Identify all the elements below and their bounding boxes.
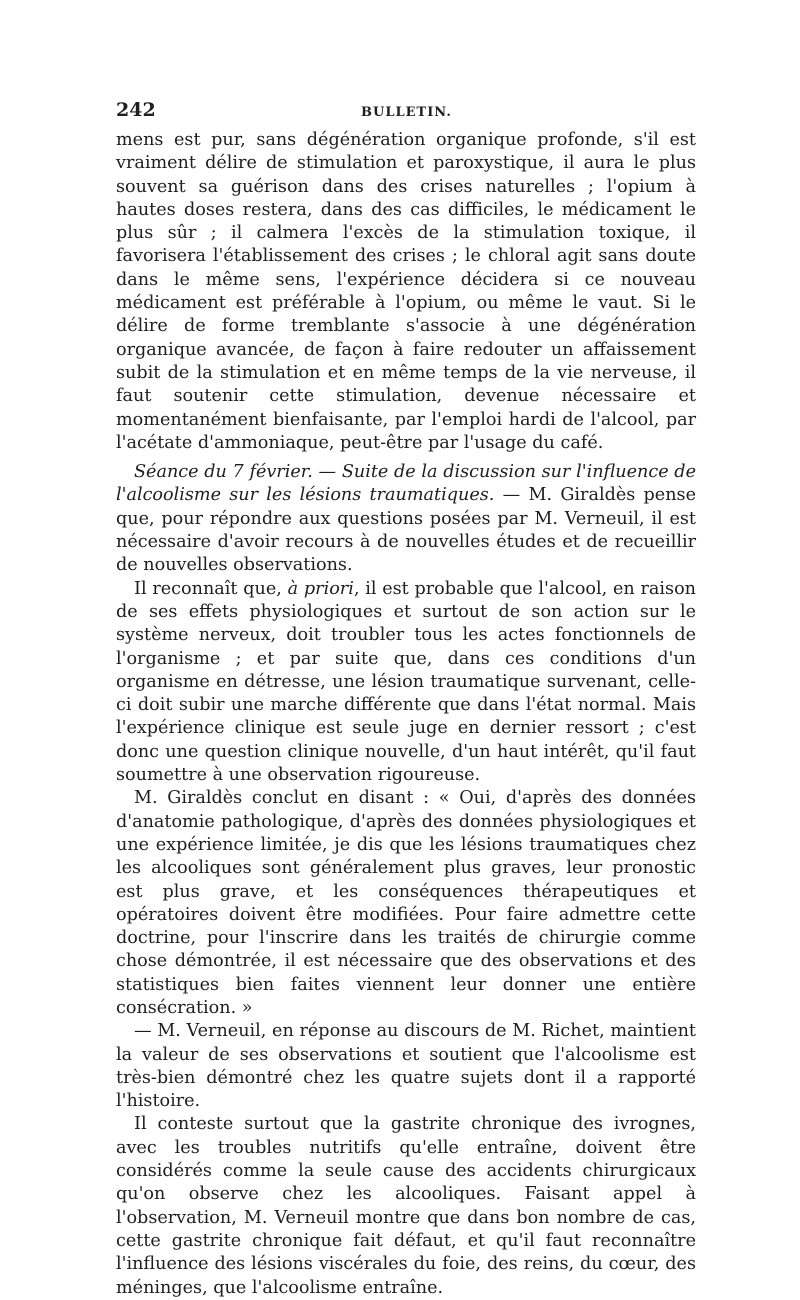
- book-page: [100, 85, 710, 1298]
- paragraph-text: — M. Verneuil, en réponse au discours de M. Richet, maintient la valeur de ses observations et soutient que l'alcoolisme est très-bien démontré chez les quatre sujets dont il a rapporté l'histoire.: [116, 1021, 696, 1112]
- paragraph-session: [116, 461, 696, 577]
- paragraph-text: mens est pur, sans dégénération organique profonde, s'il est vraiment délire de stimulation et paroxystique, il aura le plus souvent sa guérison dans des crises naturelles ; l'opium à hautes doses restera, dans des cas difficiles, le médicament le plus sûr ; il calmera l'excès de la stimulation toxique, il favorisera l'établissement des crises ; le chloral agit sans doute dans le même sens, l'expérience décidera si ce nouveau médicament est préférable à l'opium, ou même le vaut. Si le délire de forme tremblante s'associe à une dégénération organique avancée, de façon à faire redouter un affaissement subit de la stimulation et en même temps de la vie nerveuse, il faut soutenir cette stimulation, devenue nécessaire et momentanément bienfaisante, par l'emploi hardi de l'alcool, par l'acétate d'ammoniaque, peut-être par l'usage du café.: [116, 130, 696, 453]
- page-header: [116, 99, 696, 129]
- paragraph-text: M. Giraldès conclut en disant : « Oui, d'après des données d'anatomie pathologique, d'après des données physiologiques et une expérience limitée, je dis que les lésions traumatiques chez les alcooliques sont généralement plus graves, leur pronostic est plus grave, et les conséquences thérapeutiques et opératoires doivent être modifiées. Pour faire admettre cette doctrine, pour l'inscrire dans les traités de chirurgie comme chose démontrée, il est nécessaire que des observations et des statistiques bien faites viennent leur donner une entière consécration. »: [116, 788, 696, 1018]
- paragraph-verneuil-reply: [116, 1020, 696, 1113]
- page-number: 242: [116, 99, 156, 121]
- body-text: [116, 129, 696, 1300]
- session-heading: Séance du 7 février. — Suite de la discussion sur l'influence de l'alcoolisme sur les lésions traumatiques.: [116, 462, 696, 506]
- paragraph-continuation: [116, 129, 696, 455]
- paragraph-conclusion: [116, 787, 696, 1020]
- paragraph-text: — M. Giraldès pense que, pour répondre aux questions posées par M. Verneuil, il est nécessaire d'avoir recours à de nouvelles études et de recueillir de nouvelles observations.: [116, 485, 696, 576]
- paragraph-text: , il est probable que l'alcool, en raison de ses effets physiologiques et surtout de son action sur le système nerveux, doit troubler tous les actes fonctionnels de l'organisme ; et par suite que, dans ces conditions d'un organisme en détresse, une lésion traumatique survenant, celle-ci doit subir une marche différente que dans l'état normal. Mais l'expérience clinique est seule juge en dernier ressort ; c'est donc une question clinique nouvelle, d'un haut intérêt, qu'il faut soumettre à une observation rigoureuse.: [116, 578, 696, 786]
- paragraph-apriori: [116, 578, 696, 788]
- paragraph-text: Il reconnaît que,: [134, 578, 288, 599]
- paragraph-gastrite: [116, 1113, 696, 1299]
- italic-phrase: à priori: [287, 578, 354, 599]
- running-head: BULLETIN.: [361, 105, 452, 120]
- paragraph-text: Il conteste surtout que la gastrite chronique des ivrognes, avec les troubles nutritifs qu'elle entraîne, doivent être considérés comme la seule cause des accidents chirurgicaux qu'on observe chez les alcooliques. Faisant appel à l'observation, M. Verneuil montre que dans bon nombre de cas, cette gastrite chronique fait défaut, et qu'il faut reconnaître l'influence des lésions viscérales du foie, des reins, du cœur, des méninges, que l'alcoolisme entraîne.: [116, 1114, 696, 1298]
